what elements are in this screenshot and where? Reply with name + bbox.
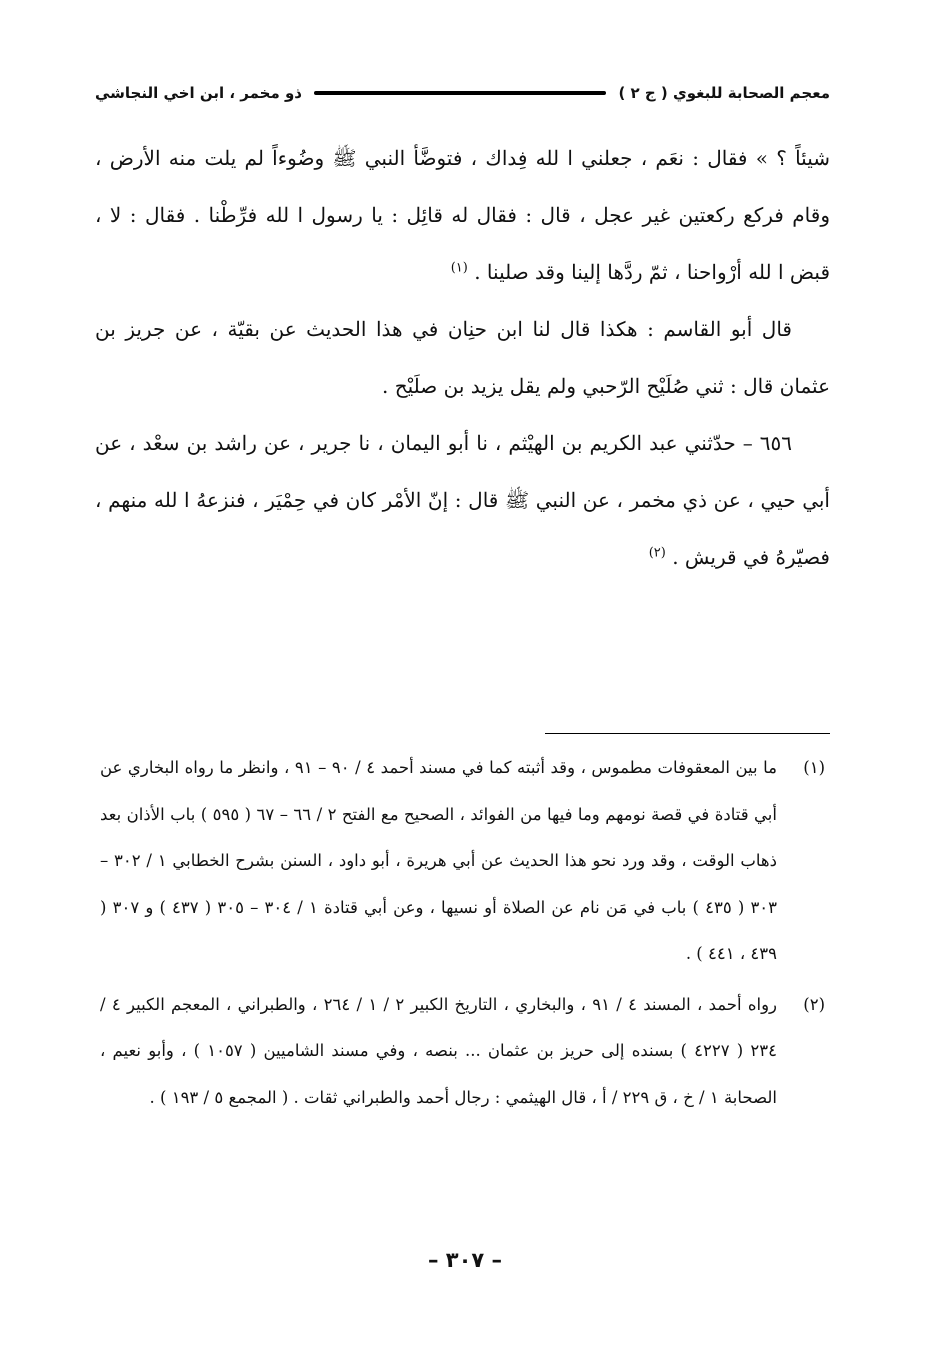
footnote-1-text: ما بين المعقوفات مطموس ، وقد أثبته كما في مسند أحمد ٤ / ٩٠ – ٩١ ، وانظر ما رواه البخاري عن أبي قتادة في قصة نومهم وما فيها من الفوائد ، الصحيح مع الفتح ٢ / ٦٦ – ٦٧ ( ٥٩٥ ) باب الأذان بعد ذهاب الوقت ، وقد ورد نحو هذا الحديث عن أبي هريرة ، أبو داود ، السنن بشرح الخطابي ١ / ٣٠٢ – ٣٠٣ ( ٤٣٥ ) باب في مَن نام عن الصلاة أو نسيها ، وعن أبي قتادة ١ / ٣٠٤ – ٣٠٥ ( ٤٣٧ ) و ٣٠٧ ( ٤٣٩ ، ٤٤١ ) . bbox=[100, 758, 778, 963]
paragraph-2 bbox=[95, 301, 830, 415]
footnote-1-number: (١) bbox=[803, 758, 825, 777]
paragraph-1-text: شيئاً ؟ » فقال : نعَم ، جعلني ا لله فِداك ، فتوضَّأ النبي ﷺ وضُوءاً لم يلت منه الأرض ، وقام فركع ركعتين غير عجل ، قال : فقال له قائِل : يا رسول ا لله فرِّطْنا . فقال : لا ، قبض ا لله أرْواحنا ، ثمّ ردَّها إلينا وقد صلينا . bbox=[95, 146, 830, 284]
footnote-ref-2[interactable]: (٢) bbox=[648, 545, 666, 561]
main-text bbox=[95, 130, 830, 586]
header-rule bbox=[314, 91, 606, 95]
footnote-2-number: (٢) bbox=[803, 994, 825, 1014]
paragraph-3 bbox=[95, 415, 830, 586]
footnote-separator bbox=[545, 733, 830, 734]
book-title: معجم الصحابة للبغوي ( ج ٢ ) bbox=[618, 84, 830, 102]
footnotes bbox=[100, 745, 825, 1121]
paragraph-2-text: قال أبو القاسم : هكذا قال لنا ابن حنِان في هذا الحديث عن بقيّة ، عن جريز بن عثمان قال : ثني صُلَيْح الرّحبي ولم يقل يزيد بن صلَيْح . bbox=[95, 317, 830, 398]
running-header bbox=[95, 80, 830, 106]
paragraph-3-text: ٦٥٦ – حدّثني عبد الكريم بن الهيْثم ، نا أبو اليمان ، نا جرير ، عن راشد بن سعْد ، عن أبي حيي ، عن ذي مخمر ، عن النبي ﷺ قال : إنّ الأمْر كان في حِمْيَر ، فنزعهُ ا لله منهم ، فصيّرهُ في قريش . bbox=[95, 431, 830, 569]
section-title: ذو مخمر ، ابن اخي النجاشي bbox=[95, 84, 302, 102]
footnote-ref-1[interactable]: (١) bbox=[450, 260, 468, 276]
footnote-2-text: رواه أحمد ، المسند ٤ / ٩١ ، والبخاري ، التاريخ الكبير ٢ / ١ / ٢٦٤ ، والطبراني ، المعجم الكبير ٤ / ٢٣٤ ( ٤٢٢٧ ) بسنده إلى حريز بن عثمان ... بنصه ، وفي مسند الشاميين ( ١٠٥٧ ) ، وأبو نعيم ، الصحابة ١ / خ ، ق ٢٢٩ / أ ، قال الهيثمي : رجال أحمد والطبراني ثقات . ( المجمع ٥ / ١٩٣ ) . bbox=[100, 994, 778, 1107]
page-number: – ٣٠٧ – bbox=[427, 1248, 503, 1272]
footnote-1 bbox=[100, 745, 825, 978]
paragraph-1 bbox=[95, 130, 830, 301]
footnote-2 bbox=[100, 982, 825, 1122]
